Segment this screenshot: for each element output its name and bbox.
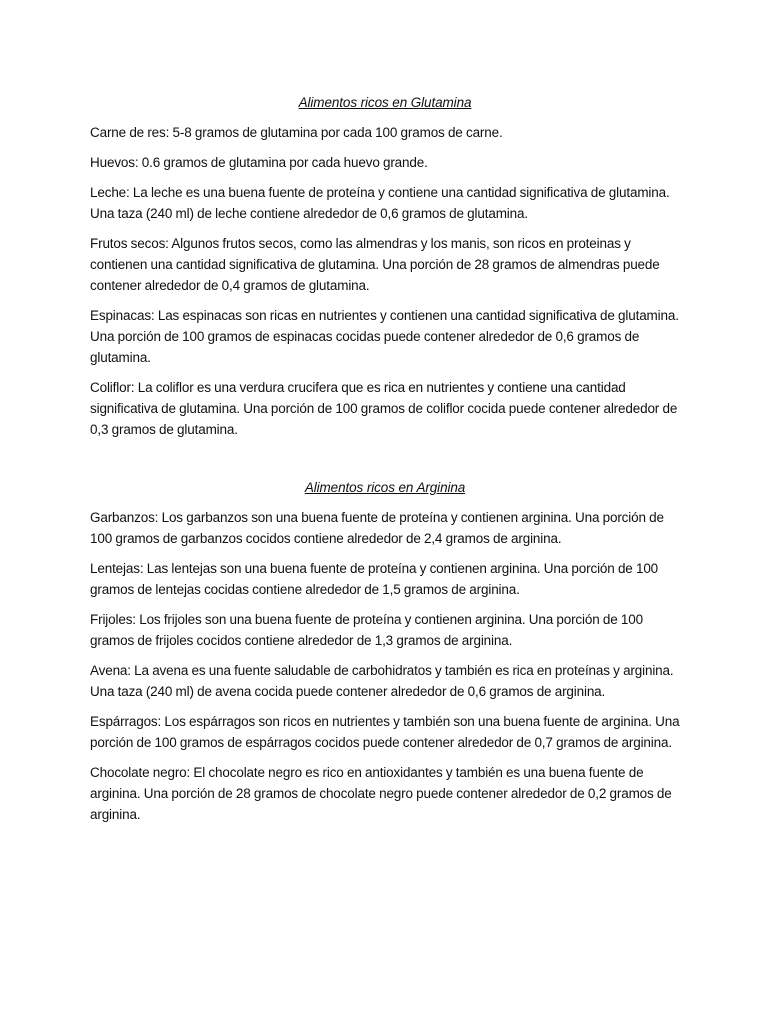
paragraph-leche: Leche: La leche es una buena fuente de proteína y contiene una cantidad significativa de glutamina. Una taza (240 ml) de leche contiene alrededor de 0,6 gramos de glutamina. <box>90 185 670 221</box>
paragraph-esparragos: Espárragos: Los espárragos son ricos en nutrientes y también son una buena fuente de arginina. Una porción de 100 gramos de espárragos cocidos puede contener alrededor de 0,7 gramos de arginina. <box>90 714 680 750</box>
section-glutamina <box>90 94 680 440</box>
section-title-glutamina: Alimentos ricos en Glutamina <box>298 95 472 110</box>
paragraph-espinacas: Espinacas: Las espinacas son ricas en nutrientes y contienen una cantidad significativa de glutamina. Una porción de 100 gramos de espinacas cocidas puede contener alrededor de 0,6 gramos de glutamina. <box>90 308 679 365</box>
paragraph-garbanzos: Garbanzos: Los garbanzos son una buena fuente de proteína y contienen arginina. Una porción de 100 gramos de garbanzos cocidos contiene alrededor de 2,4 gramos de arginina. <box>90 510 664 546</box>
section-title-arginina: Alimentos ricos en Arginina <box>304 480 466 495</box>
paragraph-chocolate-negro: Chocolate negro: El chocolate negro es rico en antioxidantes y también es una buena fuente de arginina. Una porción de 28 gramos de chocolate negro puede contener alrededor de 0,2 gramos de arginina. <box>90 765 672 822</box>
paragraph-coliflor: Coliflor: La coliflor es una verdura crucifera que es rica en nutrientes y contiene una cantidad significativa de glutamina. Una porción de 100 gramos de coliflor cocida puede contener alrededor de 0,3 gramos de glutamina. <box>90 380 678 437</box>
paragraph-frijoles: Frijoles: Los frijoles son una buena fuente de proteína y contienen arginina. Una porción de 100 gramos de frijoles cocidos contiene alrededor de 1,3 gramos de arginina. <box>90 612 643 648</box>
paragraph-carne-de-res: Carne de res: 5-8 gramos de glutamina por cada 100 gramos de carne. <box>90 125 503 140</box>
paragraph-frutos-secos: Frutos secos: Algunos frutos secos, como las almendras y los manis, son ricos en proteinas y contienen una cantidad significativa de glutamina. Una porción de 28 gramos de almendras puede contener alrededor de 0,4 gramos de glutamina. <box>90 236 660 293</box>
document-body <box>90 94 680 834</box>
paragraph-lentejas: Lentejas: Las lentejas son una buena fuente de proteína y contienen arginina. Una porción de 100 gramos de lentejas cocidas contiene alrededor de 1,5 gramos de arginina. <box>90 561 659 597</box>
section-arginina <box>90 479 680 825</box>
section-spacer <box>90 449 680 479</box>
paragraph-huevos: Huevos: 0.6 gramos de glutamina por cada huevo grande. <box>90 155 428 170</box>
paragraph-avena: Avena: La avena es una fuente saludable de carbohidratos y también es rica en proteínas y arginina. Una taza (240 ml) de avena cocida puede contener alrededor de 0,6 gramos de arginina. <box>90 663 674 699</box>
